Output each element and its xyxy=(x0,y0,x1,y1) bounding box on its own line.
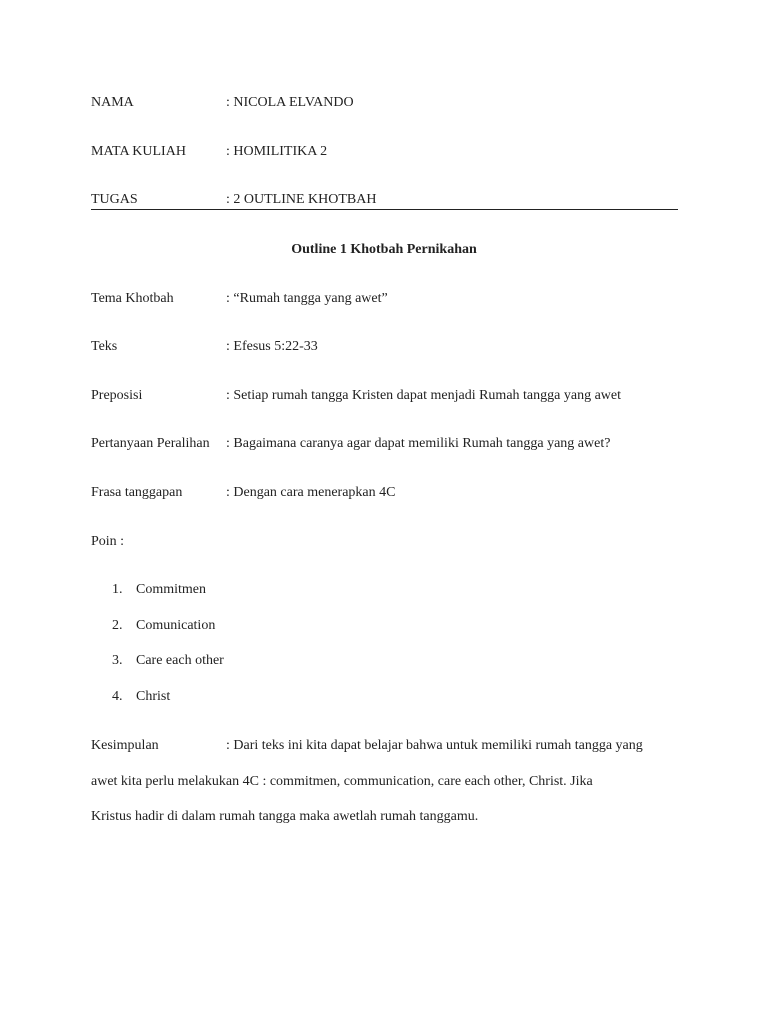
list-number: 1. xyxy=(112,582,123,597)
poin-row xyxy=(91,532,681,552)
list-text: Christ xyxy=(136,689,171,704)
nama-value: : NICOLA ELVANDO xyxy=(226,95,354,110)
list-number: 4. xyxy=(112,689,123,704)
tema-value: : “Rumah tangga yang awet” xyxy=(226,291,388,306)
mata-kuliah-value: : HOMILITIKA 2 xyxy=(226,144,328,159)
mata-kuliah-row xyxy=(91,142,681,162)
nama-row xyxy=(91,93,681,113)
teks-value: : Efesus 5:22-33 xyxy=(226,339,318,354)
mata-kuliah-label: MATA KULIAH xyxy=(91,144,186,159)
list-text: Commitmen xyxy=(136,582,206,597)
kesimpulan-line-1: : Dari teks ini kita dapat belajar bahwa untuk memiliki rumah tangga yang xyxy=(226,738,643,753)
frasa-label: Frasa tanggapan xyxy=(91,485,183,500)
poin-label: Poin : xyxy=(91,534,125,549)
tugas-label: TUGAS xyxy=(91,192,138,207)
preposisi-label: Preposisi xyxy=(91,388,143,403)
frasa-row xyxy=(91,483,681,503)
list-text: Care each other xyxy=(136,653,224,668)
teks-row xyxy=(91,337,681,357)
header-divider xyxy=(91,209,678,210)
outline-title: Outline 1 Khotbah Pernikahan xyxy=(291,242,477,257)
preposisi-value: : Setiap rumah tangga Kristen dapat menjadi Rumah tangga yang awet xyxy=(226,388,621,403)
tugas-value: : 2 OUTLINE KHOTBAH xyxy=(226,192,377,207)
tugas-row xyxy=(91,190,681,210)
pertanyaan-value: : Bagaimana caranya agar dapat memiliki Rumah tangga yang awet? xyxy=(226,436,611,451)
frasa-value: : Dengan cara menerapkan 4C xyxy=(226,485,396,500)
list-number: 3. xyxy=(112,653,123,668)
pertanyaan-label: Pertanyaan Peralihan xyxy=(91,436,210,451)
kesimpulan-row xyxy=(91,736,681,756)
list-text: Comunication xyxy=(136,618,216,633)
list-number: 2. xyxy=(112,618,123,633)
preposisi-row xyxy=(91,386,681,406)
kesimpulan-label: Kesimpulan xyxy=(91,738,159,753)
kesimpulan-line-2: awet kita perlu melakukan 4C : commitmen, communication, care each other, Christ. Jika xyxy=(91,774,593,789)
kesimpulan-line-3: Kristus hadir di dalam rumah tangga maka awetlah rumah tanggamu. xyxy=(91,809,479,824)
pertanyaan-row xyxy=(91,434,681,454)
teks-label: Teks xyxy=(91,339,118,354)
tema-row xyxy=(91,289,681,309)
tema-label: Tema Khotbah xyxy=(91,291,174,306)
nama-label: NAMA xyxy=(91,95,134,110)
